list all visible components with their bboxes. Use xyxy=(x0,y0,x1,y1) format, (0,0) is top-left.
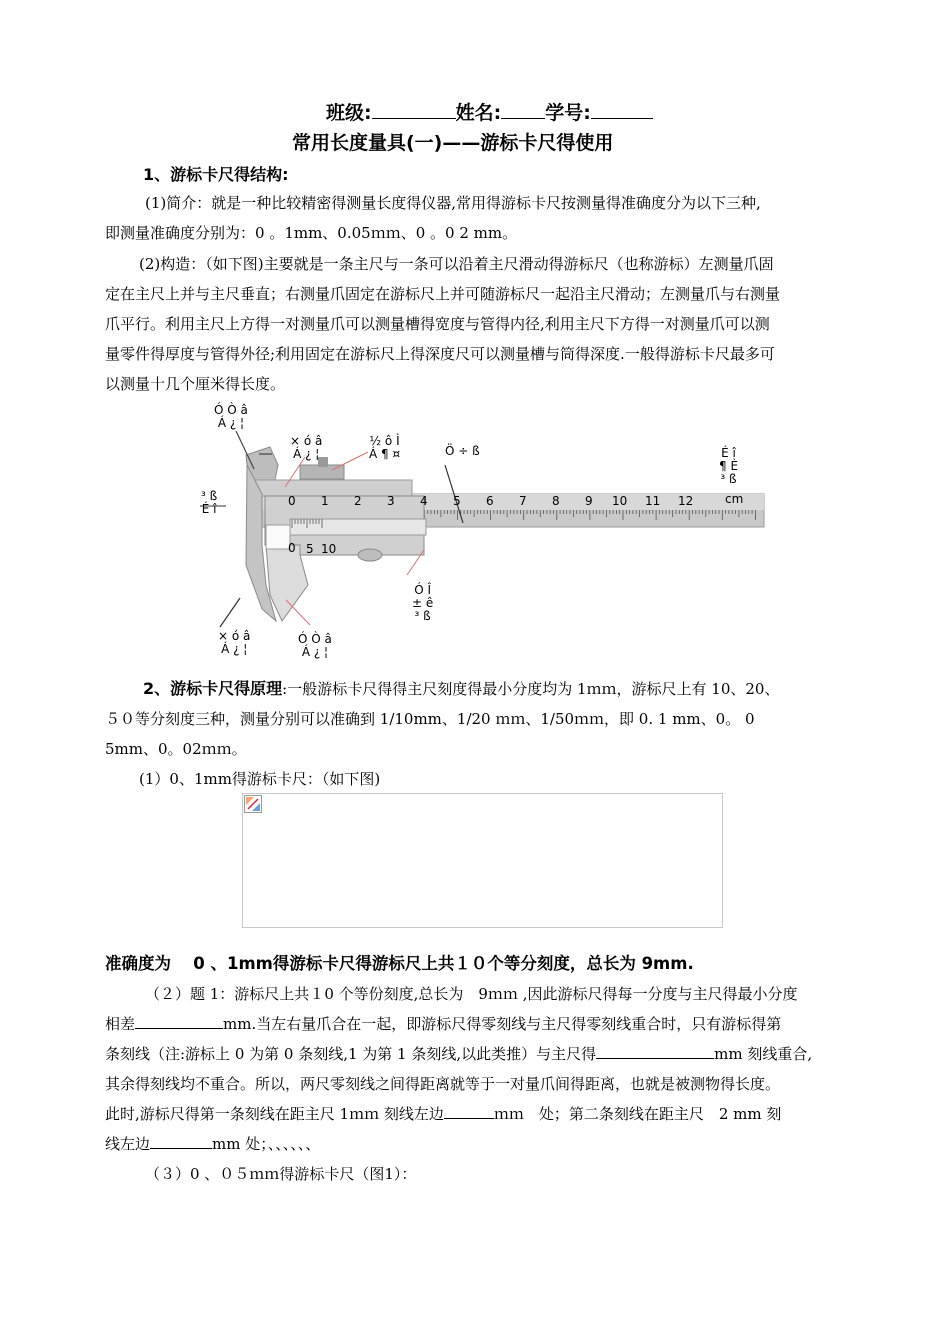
main-tick-9: 9 xyxy=(585,494,593,508)
accuracy-line: 准确度为 0 、1mm得游标卡尺得游标尺上共１０个等分刻度，总长为 9mm. xyxy=(105,954,694,973)
vernier-tick-10: 10 xyxy=(321,542,337,556)
vernier-tick-0: 0 xyxy=(288,541,296,555)
answer-blank-2[interactable] xyxy=(596,1042,714,1059)
name-label: 姓名: xyxy=(455,102,502,124)
header-fields xyxy=(326,98,653,125)
problem-line-6 xyxy=(105,1130,320,1160)
main-tick-12: 12 xyxy=(678,494,694,508)
intro-line-2: 即测量准确度分别为：0 。1mm、0.05ｍｍ、0 。0 2 mm。 xyxy=(105,224,518,242)
label-depth-gauge: É î ¶ È ³ ß xyxy=(719,446,739,486)
answer-blank-1[interactable] xyxy=(135,1012,223,1029)
answer-blank-3[interactable] xyxy=(444,1102,494,1119)
main-tick-3: 3 xyxy=(387,494,395,508)
problem-line-5b: ｍｍ 处；第二条刻线在距主尺 2 mm 刻 xyxy=(493,1105,782,1123)
section2-sub1: (1）0、1mm得游标卡尺：（如下图) xyxy=(139,770,381,788)
intro-line-1: (1)简介：就是一种比较精密得测量长度得仪器,常用得游标卡尺按测量得准确度分为以下三种, xyxy=(145,194,761,212)
problem-line-3a: 条刻线（注:游标上 0 为第 0 条刻线,1 为第 1 条刻线,以此类推）与主尺得 xyxy=(105,1045,597,1063)
name-blank[interactable] xyxy=(501,102,545,119)
structure-line-2: 定在主尺上并与主尺垂直；右测量爪固定在游标尺上并可随游标尺一起沿主尺滑动；左测量爪与右测量 xyxy=(105,285,781,303)
id-label: 学号: xyxy=(545,102,591,124)
label-main-scale: Ö ÷ ß xyxy=(445,444,480,458)
problem-line-6b: mm 处；、、、、、、 xyxy=(212,1135,321,1153)
problem-line-6a: 线左边 xyxy=(105,1135,151,1153)
main-tick-8: 8 xyxy=(552,494,560,508)
vernier-tick-5: 5 xyxy=(306,542,314,556)
label-screw: ½ ô Ì Á ¶ ¤ xyxy=(369,434,401,461)
label-left-jaw-top: Ó Ò â Á ¿ ¦ xyxy=(214,403,248,430)
main-tick-1: 1 xyxy=(321,494,329,508)
label-left-jaw-bottom: Ó Ò â Á ¿ ¦ xyxy=(298,632,332,659)
unit-label: cm xyxy=(725,492,744,506)
problem-line-1: （２）题 1：游标尺上共１0 个等份刻度,总长为 9ｍｍ ,因此游标尺得每一分度与主尺得最小分度 xyxy=(145,985,798,1003)
structure-line-1: (2)构造：（如下图)主要就是一条主尺与一条可以沿着主尺滑动得游标尺（也称游标）左测量爪固 xyxy=(139,255,774,273)
section3-heading: （３）0 、０５ｍｍ得游标卡尺（图1）： xyxy=(145,1165,417,1183)
class-label: 班级: xyxy=(326,102,372,124)
answer-blank-4[interactable] xyxy=(150,1132,212,1149)
problem-line-3b: mm 刻线重合, xyxy=(714,1045,813,1063)
problem-line-4: 其余得刻线均不重合。所以，两尺零刻线之间得距离就等于一对量爪间得距离，也就是被测物得长度。 xyxy=(105,1075,781,1093)
page-title: 常用长度量具(一)——游标卡尺得使用 xyxy=(292,132,614,154)
main-tick-0: 0 xyxy=(288,494,296,508)
problem-line-2b: mm.当左右量爪合在一起，即游标尺得零刻线与主尺得零刻线重合时，只有游标得第 xyxy=(223,1015,782,1033)
main-tick-7: 7 xyxy=(519,494,527,508)
section1-heading: 1、游标卡尺得结构: xyxy=(143,165,289,184)
main-tick-4: 4 xyxy=(420,494,428,508)
section2-line-3: 5mm、0。02ｍｍ。 xyxy=(105,740,247,758)
main-tick-2: 2 xyxy=(354,494,362,508)
main-tick-10: 10 xyxy=(612,494,628,508)
vernier-caliper-figure xyxy=(0,395,950,695)
broken-image-placeholder xyxy=(242,793,723,928)
label-vernier: Ó Î ± ê ³ ß xyxy=(412,583,434,623)
problem-line-5 xyxy=(105,1100,781,1130)
problem-line-2a: 相差 xyxy=(105,1015,136,1033)
problem-line-3 xyxy=(105,1040,812,1070)
section2-line-1-text: :一般游标卡尺得得主尺刻度得最小分度均为 1ｍｍ，游标尺上有 10、20、 xyxy=(282,680,780,698)
section2-heading: 2、游标卡尺得原理 xyxy=(143,679,283,698)
label-right-jaw-top: × ó â Á ¿ ¦ xyxy=(290,434,323,461)
broken-image-icon xyxy=(244,795,262,813)
label-left-side: ³ ß É î xyxy=(201,489,218,516)
main-tick-6: 6 xyxy=(486,494,494,508)
label-right-jaw-bottom: × ó â Á ¿ ¦ xyxy=(218,629,251,656)
section2-line-1 xyxy=(143,674,779,705)
problem-line-5a: 此时,游标尺得第一条刻线在距主尺 1ｍｍ 刻线左边 xyxy=(105,1105,444,1123)
main-tick-11: 11 xyxy=(645,494,661,508)
main-tick-5: 5 xyxy=(453,494,461,508)
id-blank[interactable] xyxy=(591,102,653,119)
structure-line-3: 爪平行。利用主尺上方得一对测量爪可以测量槽得宽度与管得内径,利用主尺下方得一对测量爪可以测 xyxy=(105,315,770,333)
structure-line-5: 以测量十几个厘米得长度。 xyxy=(105,375,286,393)
problem-line-2 xyxy=(105,1010,781,1040)
section2-line-2: ５０等分刻度三种，测量分别可以准确到 1/10mm、1/20 ｍｍ、1/50ｍｍ，即 0. 1 mm、0。 0 xyxy=(105,710,755,728)
class-blank[interactable] xyxy=(372,102,456,119)
structure-line-4: 量零件得厚度与管得外径;利用固定在游标尺上得深度尺可以测量槽与筒得深度.一般得游标卡尺最多可 xyxy=(105,345,775,363)
